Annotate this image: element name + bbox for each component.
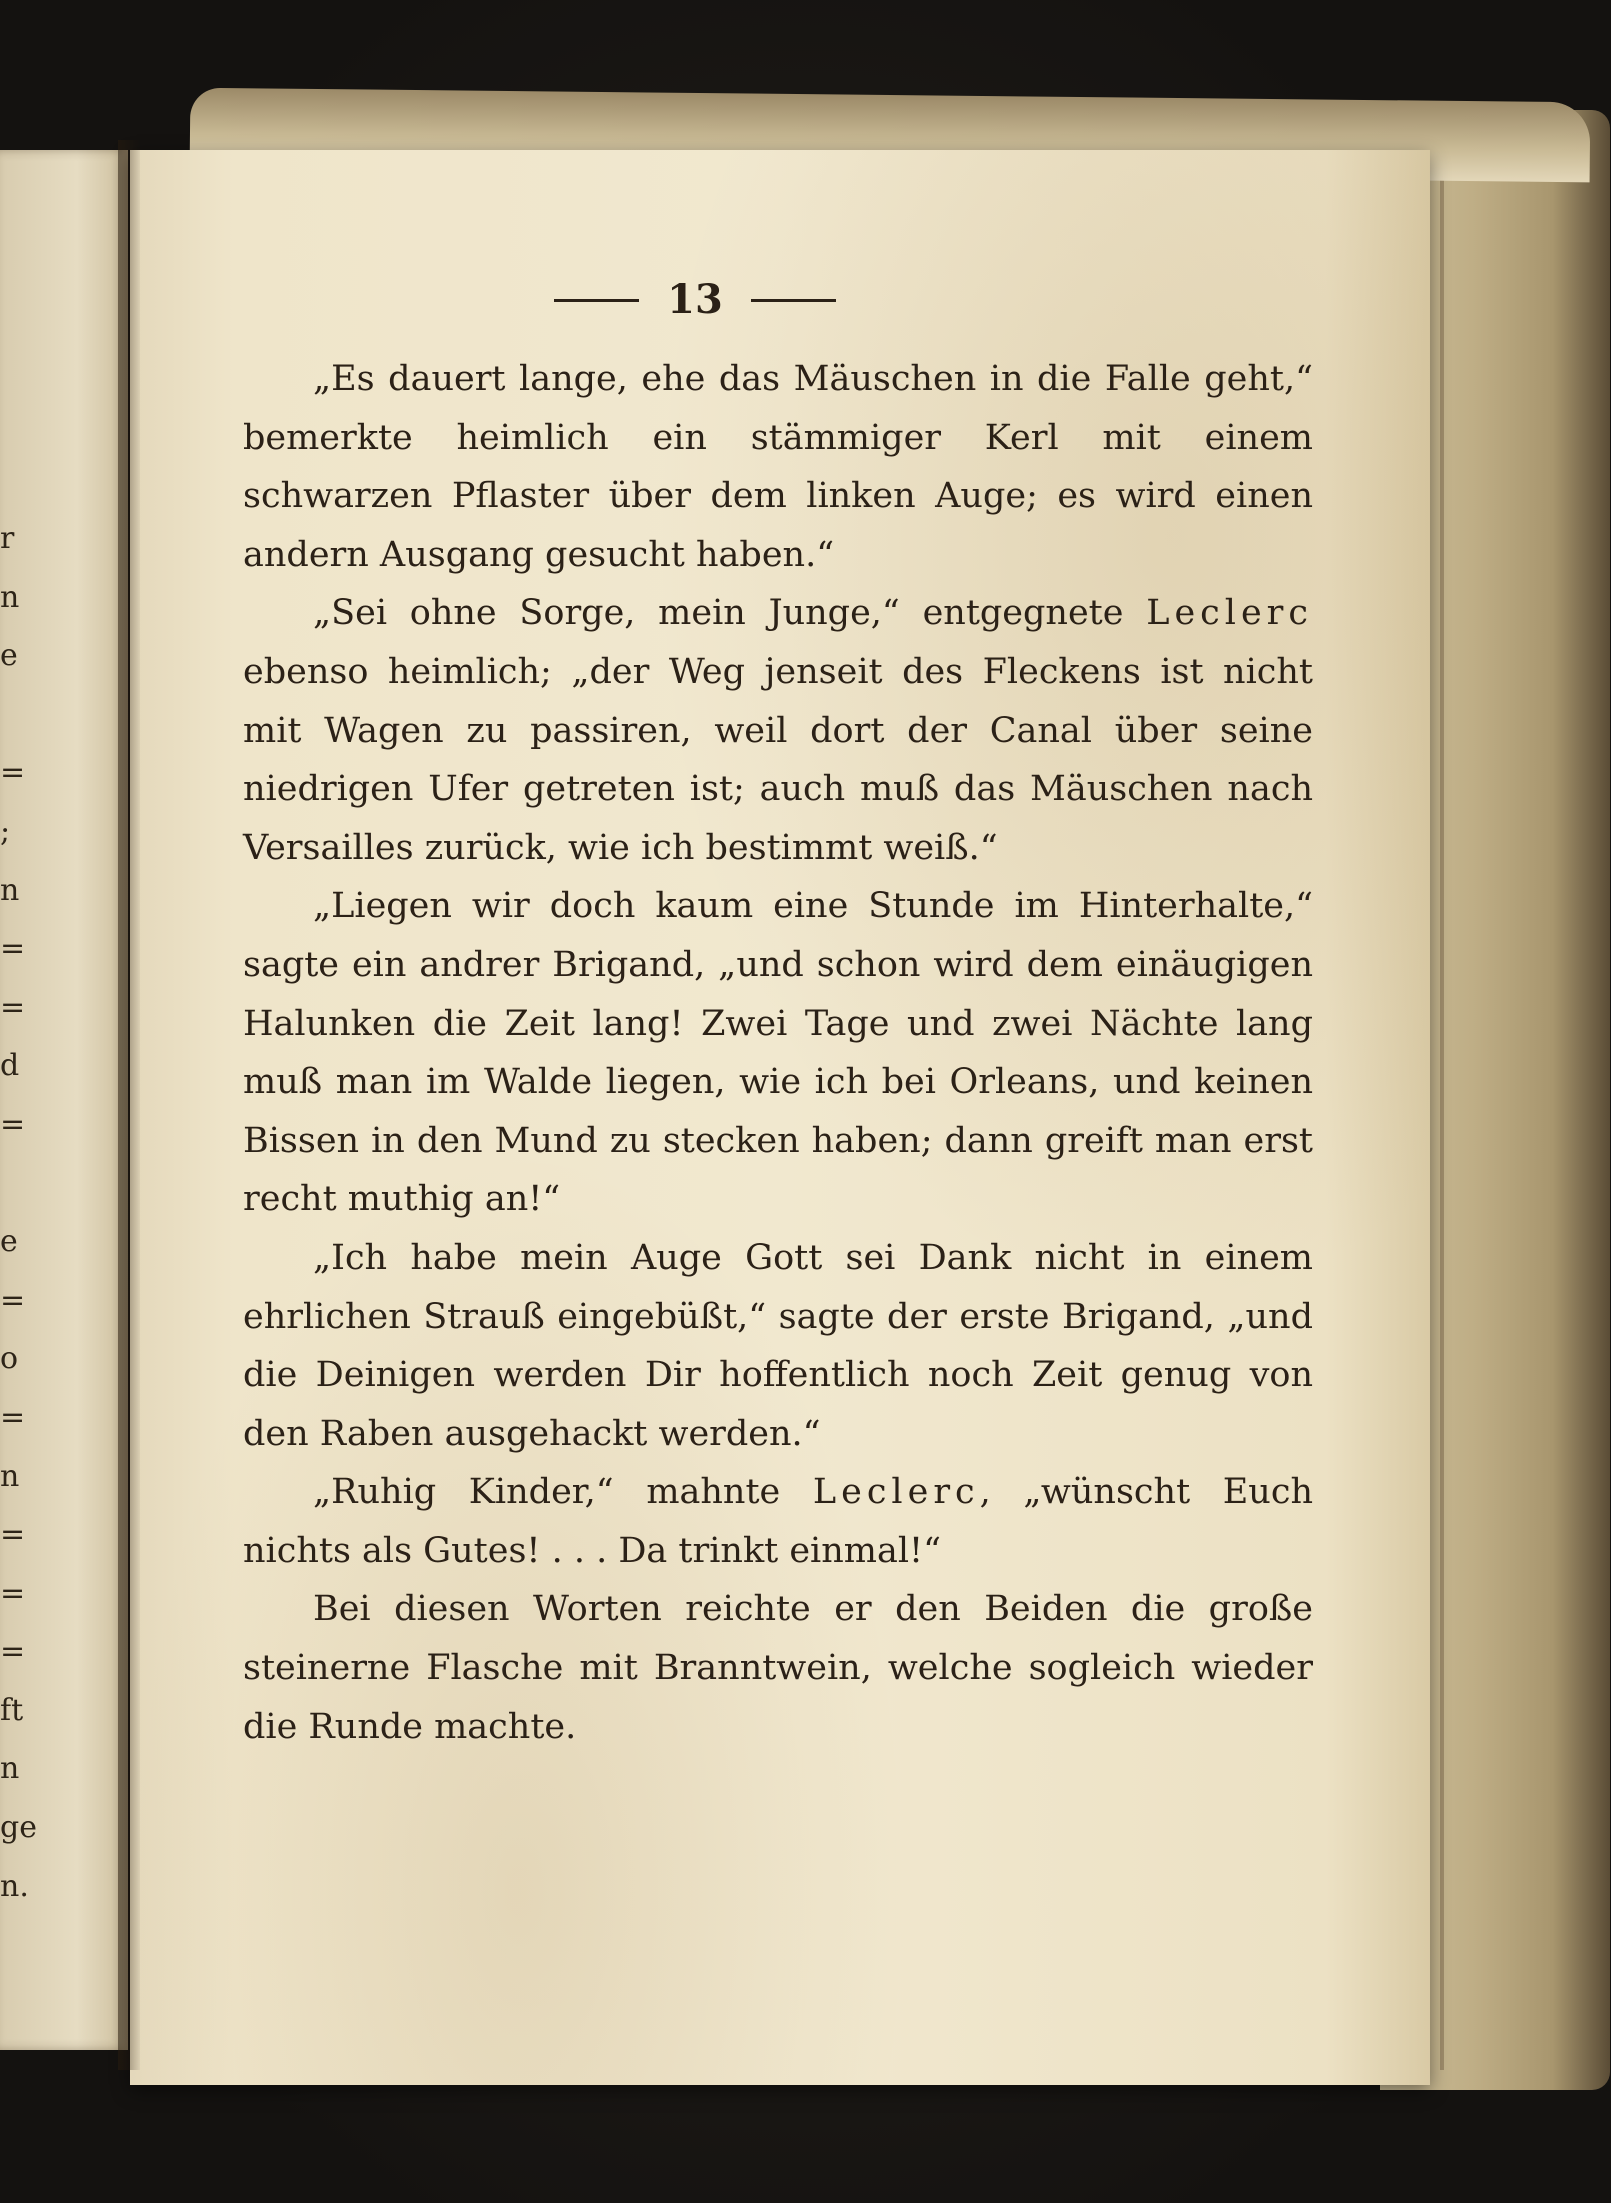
text-run: ebenso heimlich; „der Weg jenseit des Fleckens ist nicht mit Wagen zu passiren, weil dort der Canal über seine niedrigen Ufer getreten ist; auch muß das Mäuschen nach Versailles zurück, wie ich bestimmt weiß.“	[243, 651, 1313, 868]
header-rule-right	[751, 299, 836, 302]
paragraph	[243, 1463, 1313, 1580]
text-run: „Sei ohne Sorge, mein Junge,“ entgegnete	[313, 593, 1147, 634]
previous-page-line-end: n	[0, 579, 20, 615]
previous-page-line-end: e	[0, 638, 18, 674]
paragraph	[243, 584, 1313, 877]
previous-page-line-end: =	[0, 755, 26, 791]
previous-page-line-end: n	[0, 1458, 20, 1494]
previous-page-line-end: r	[0, 521, 15, 556]
previous-page-line-end: =	[0, 989, 26, 1025]
previous-page-line-end: =	[0, 1106, 26, 1142]
paragraph	[243, 877, 1313, 1229]
text-run: „Liegen wir doch kaum eine Stunde im Hinterhalte,“ sagte ein andrer Brigand, „und schon wird dem einäugigen Halunken die Zeit lang! Zwei Tage und zwei Nächte lang muß man im Walde liegen, wie ich bei Orleans, und keinen Bissen in den Mund zu stecken haben; dann greift man erst recht muthig an!“	[243, 886, 1313, 1220]
previous-page-line-end: o	[0, 1341, 19, 1377]
text-run: Bei diesen Worten reichte er den Beiden die große steinerne Flasche mit Branntwein, welche sogleich wieder die Runde machte.	[243, 1589, 1313, 1747]
spaced-name: Leclerc	[812, 1472, 980, 1513]
body-text	[243, 350, 1313, 1756]
page-number: 13	[667, 276, 723, 323]
previous-page	[0, 150, 128, 2050]
previous-page-line-end: d	[0, 1048, 20, 1084]
text-run: „Ruhig Kinder,“ mahnte	[313, 1472, 813, 1513]
text-run: „Ich habe mein Auge Gott sei Dank nicht in einem ehrlichen Strauß eingebüßt,“ sagte der erste Brigand, „und die Deinigen werden Dir hoffentlich noch Zeit genug von den Raben ausgehackt werden.“	[243, 1237, 1313, 1454]
paragraph	[243, 1580, 1313, 1756]
text-run: , „wünscht Euch nichts als Gutes! . . . Da trinkt einmal!“	[243, 1472, 1313, 1571]
gutter-shadow	[118, 140, 140, 2070]
previous-page-line-end: =	[0, 931, 26, 967]
previous-page-line-end: n	[0, 872, 20, 908]
previous-page-line-end: =	[0, 1575, 26, 1611]
previous-page-line-end: ;	[0, 813, 11, 849]
previous-page-line-end: n.	[0, 1868, 29, 1904]
book-page	[130, 150, 1430, 2085]
header-rule-left	[554, 299, 639, 302]
previous-page-line-end: ge	[0, 1810, 37, 1846]
page-header	[130, 270, 1260, 330]
previous-page-line-end: n	[0, 1751, 20, 1787]
previous-page-line-ends	[0, 510, 37, 1916]
previous-page-line-end: =	[0, 1634, 26, 1670]
previous-page-line-end: =	[0, 1282, 26, 1318]
previous-page-line-end	[0, 686, 26, 745]
previous-page-line-end: =	[0, 1517, 26, 1553]
previous-page-line-end: e	[0, 1224, 18, 1260]
paragraph	[243, 1229, 1313, 1463]
paragraph	[243, 350, 1313, 584]
text-run: „Es dauert lange, ehe das Mäuschen in die Falle geht,“ bemerkte heimlich ein stämmiger Kerl mit einem schwarzen Pflaster über dem linken Auge; es wird einen andern Ausgang gesucht haben.“	[243, 359, 1313, 575]
previous-page-line-end	[0, 1155, 26, 1214]
previous-page-line-end: ft	[0, 1692, 24, 1728]
spaced-name: Leclerc	[1146, 593, 1313, 634]
previous-page-line-end: =	[0, 1399, 26, 1435]
